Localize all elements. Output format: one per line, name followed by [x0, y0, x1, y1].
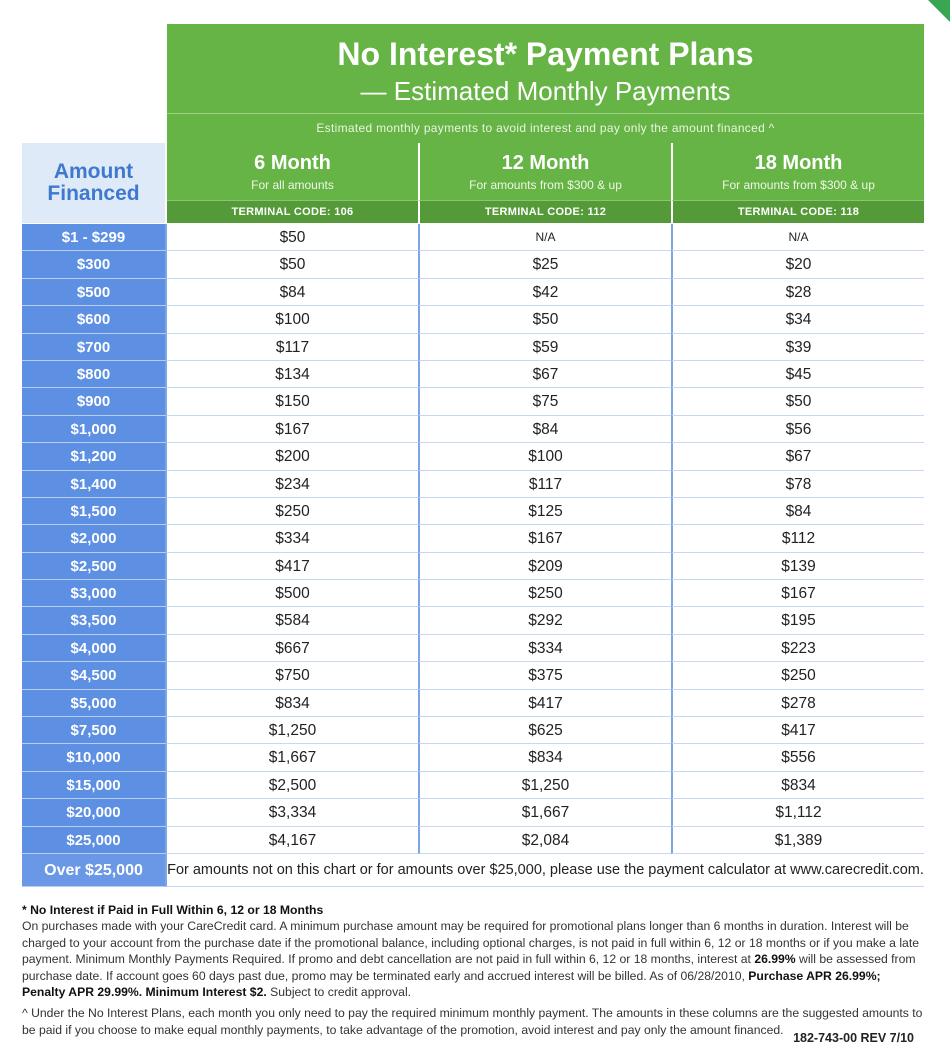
table-row: [22, 388, 924, 415]
table-row-over: [22, 854, 924, 887]
amount-cell: $500: [22, 279, 165, 306]
table-row: [22, 306, 924, 333]
page-subtitle: — Estimated Monthly Payments: [360, 76, 731, 106]
table-row: [22, 607, 924, 634]
payment-cell-m12: $117: [418, 471, 671, 498]
table-row: [22, 827, 924, 854]
payment-cell-m18: $250: [671, 662, 924, 689]
payment-cell-m12: $292: [418, 607, 671, 634]
table-row: [22, 525, 924, 552]
payment-cell-m12: $67: [418, 361, 671, 388]
footnote-apr: Purchase APR 26.99%; Penalty APR 29.99%. Minimum Interest $2.: [22, 968, 881, 1000]
table-row: [22, 580, 924, 607]
payment-cell-m6: $167: [165, 416, 418, 443]
payment-cell-m18: N/A: [671, 224, 924, 251]
payment-cell-m12: $84: [418, 416, 671, 443]
payment-cell-m12: $250: [418, 580, 671, 607]
payment-cell-m18: $167: [671, 580, 924, 607]
table-row: [22, 279, 924, 306]
table-row: [22, 799, 924, 826]
payment-cell-m6: $834: [165, 690, 418, 717]
payment-cell-m12: $25: [418, 251, 671, 278]
amount-cell: $300: [22, 251, 165, 278]
payment-cell-m12: $75: [418, 388, 671, 415]
payment-cell-m12: $100: [418, 443, 671, 470]
revision-code: 182-743-00 REV 7/10: [793, 1031, 914, 1045]
payment-cell-m18: $20: [671, 251, 924, 278]
title-banner: [167, 24, 924, 113]
amount-cell: $3,000: [22, 580, 165, 607]
payment-cell-m12: $834: [418, 744, 671, 771]
payment-cell-m18: $84: [671, 498, 924, 525]
payment-cell-m6: $584: [165, 607, 418, 634]
payment-cell-m18: $78: [671, 471, 924, 498]
payment-cell-m12: $59: [418, 334, 671, 361]
amount-cell: $2,000: [22, 525, 165, 552]
payment-cell-m12: $50: [418, 306, 671, 333]
footnote-body-3: Subject to credit approval.: [266, 985, 412, 1000]
payment-cell-m6: $4,167: [165, 827, 418, 854]
payment-cell-m18: $39: [671, 334, 924, 361]
calculator-note: For amounts not on this chart or for amounts over $25,000, please use the payment calculator at www.carecredit.com.: [165, 854, 924, 887]
payment-cell-m6: $750: [165, 662, 418, 689]
payment-cell-m6: $334: [165, 525, 418, 552]
payment-cell-m12: $625: [418, 717, 671, 744]
amount-cell: $2,500: [22, 553, 165, 580]
table-row: [22, 334, 924, 361]
amount-cell: $7,500: [22, 717, 165, 744]
plan-description: For all amounts: [251, 178, 334, 192]
payment-cell-m6: $1,667: [165, 744, 418, 771]
amount-cell: $1,500: [22, 498, 165, 525]
payment-cell-m6: $117: [165, 334, 418, 361]
terminal-code: TERMINAL CODE: 118: [671, 200, 924, 223]
payment-cell-m18: $1,112: [671, 799, 924, 826]
payment-cell-m6: $250: [165, 498, 418, 525]
table-row: [22, 635, 924, 662]
amount-cell: $600: [22, 306, 165, 333]
amount-cell: $25,000: [22, 827, 165, 854]
payment-cell-m6: $667: [165, 635, 418, 662]
terminal-code: TERMINAL CODE: 106: [167, 200, 418, 223]
payment-cell-m18: $45: [671, 361, 924, 388]
table-row: [22, 498, 924, 525]
amount-header-line1: Amount: [53, 160, 134, 183]
table-row: [22, 443, 924, 470]
payment-table: [22, 224, 924, 887]
payment-cell-m18: $28: [671, 279, 924, 306]
terminal-code: TERMINAL CODE: 112: [418, 200, 671, 223]
payment-cell-m18: $278: [671, 690, 924, 717]
amount-cell: $20,000: [22, 799, 165, 826]
payment-cell-m12: $375: [418, 662, 671, 689]
amount-cell: $1,400: [22, 471, 165, 498]
amount-cell: $5,000: [22, 690, 165, 717]
payment-cell-m6: $1,250: [165, 717, 418, 744]
payment-cell-m6: $50: [165, 251, 418, 278]
payment-cell-m6: $50: [165, 224, 418, 251]
footnotes: [22, 902, 926, 1038]
payment-cell-m6: $234: [165, 471, 418, 498]
payment-cell-m18: $556: [671, 744, 924, 771]
amount-cell: $4,500: [22, 662, 165, 689]
corner-ribbon: [928, 0, 950, 22]
caret-footnote: ^ Under the No Interest Plans, each month you only need to pay the required minimum monthly payment. The amounts in these columns are the suggested amounts to be paid if you choose to make equal monthly payments, to take advantage of the promotion, avoid interest and pay only the amount financed.: [22, 1006, 923, 1037]
table-row: [22, 744, 924, 771]
payment-cell-m18: $34: [671, 306, 924, 333]
payment-cell-m12: $334: [418, 635, 671, 662]
footnote-heading: * No Interest if Paid in Full Within 6, 12 or 18 Months: [22, 903, 324, 917]
payment-cell-m12: $125: [418, 498, 671, 525]
plan-name: 12 Month: [501, 152, 590, 174]
amount-cell: $1,000: [22, 416, 165, 443]
plan-description: For amounts from $300 & up: [722, 178, 875, 192]
table-row: [22, 772, 924, 799]
plan-6-month: [167, 143, 418, 200]
amount-cell: $1,200: [22, 443, 165, 470]
table-row: [22, 251, 924, 278]
payment-cell-m18: $50: [671, 388, 924, 415]
payment-cell-m6: $417: [165, 553, 418, 580]
amount-cell: $4,000: [22, 635, 165, 662]
payment-cell-m6: $134: [165, 361, 418, 388]
footnote-rate: 26.99%: [754, 952, 796, 967]
plan-headers: [167, 143, 924, 200]
payment-cell-m18: $834: [671, 772, 924, 799]
amount-cell: $3,500: [22, 607, 165, 634]
amount-cell: $1 - $299: [22, 224, 165, 251]
payment-cell-m18: $417: [671, 717, 924, 744]
amount-cell: $800: [22, 361, 165, 388]
payment-cell-m6: $3,334: [165, 799, 418, 826]
payment-cell-m18: $139: [671, 553, 924, 580]
amount-header-line2: Financed: [47, 182, 140, 205]
table-row: [22, 471, 924, 498]
payment-cell-m6: $100: [165, 306, 418, 333]
amount-cell: Over $25,000: [22, 854, 165, 887]
payment-cell-m6: $200: [165, 443, 418, 470]
payment-cell-m6: $500: [165, 580, 418, 607]
plan-name: 6 Month: [254, 152, 331, 174]
amount-financed-header: [22, 143, 165, 223]
terminal-codes: [167, 200, 924, 223]
payment-cell-m12: N/A: [418, 224, 671, 251]
table-row: [22, 662, 924, 689]
table-row: [22, 717, 924, 744]
payment-cell-m18: $67: [671, 443, 924, 470]
table-row: [22, 361, 924, 388]
footnote-body-1: On purchases made with your CareCredit card. A minimum purchase amount may be required for promotional plans longer than 6 months in duration. Interest will be charged to your account from the purchase date if the promotional balance, including optional charges, is not paid in full within 6, 12 or 18 months or if you make a late payment. Minimum Monthly Payments Required. If promo and debt cancellation are not paid in full within 6, 12 or 18 months, interest at: [22, 919, 919, 967]
payment-cell-m18: $56: [671, 416, 924, 443]
table-row: [22, 416, 924, 443]
plan-description: For amounts from $300 & up: [469, 178, 622, 192]
amount-cell: $15,000: [22, 772, 165, 799]
payment-cell-m6: $84: [165, 279, 418, 306]
table-row: [22, 553, 924, 580]
payment-cell-m18: $112: [671, 525, 924, 552]
amount-cell: $10,000: [22, 744, 165, 771]
table-row: [22, 690, 924, 717]
table-row: [22, 224, 924, 251]
plan-name: 18 Month: [754, 152, 843, 174]
payment-cell-m6: $2,500: [165, 772, 418, 799]
payment-cell-m12: $1,667: [418, 799, 671, 826]
payment-cell-m12: $1,250: [418, 772, 671, 799]
amount-cell: $900: [22, 388, 165, 415]
tagline: Estimated monthly payments to avoid interest and pay only the amount financed ^: [167, 113, 924, 143]
amount-cell: $700: [22, 334, 165, 361]
page-title: No Interest* Payment Plans: [337, 36, 754, 72]
footnote-body-2: will be assessed from purchase date. If account goes 60 days past due, promo may be terminated early and accrued interest will be billed. As of 06/28/2010,: [22, 952, 916, 983]
payment-cell-m6: $150: [165, 388, 418, 415]
payment-cell-m12: $209: [418, 553, 671, 580]
payment-cell-m12: $2,084: [418, 827, 671, 854]
plan-18-month: [671, 143, 924, 200]
payment-cell-m18: $195: [671, 607, 924, 634]
payment-cell-m12: $42: [418, 279, 671, 306]
payment-cell-m12: $417: [418, 690, 671, 717]
payment-cell-m18: $1,389: [671, 827, 924, 854]
payment-cell-m12: $167: [418, 525, 671, 552]
payment-cell-m18: $223: [671, 635, 924, 662]
plan-12-month: [418, 143, 671, 200]
